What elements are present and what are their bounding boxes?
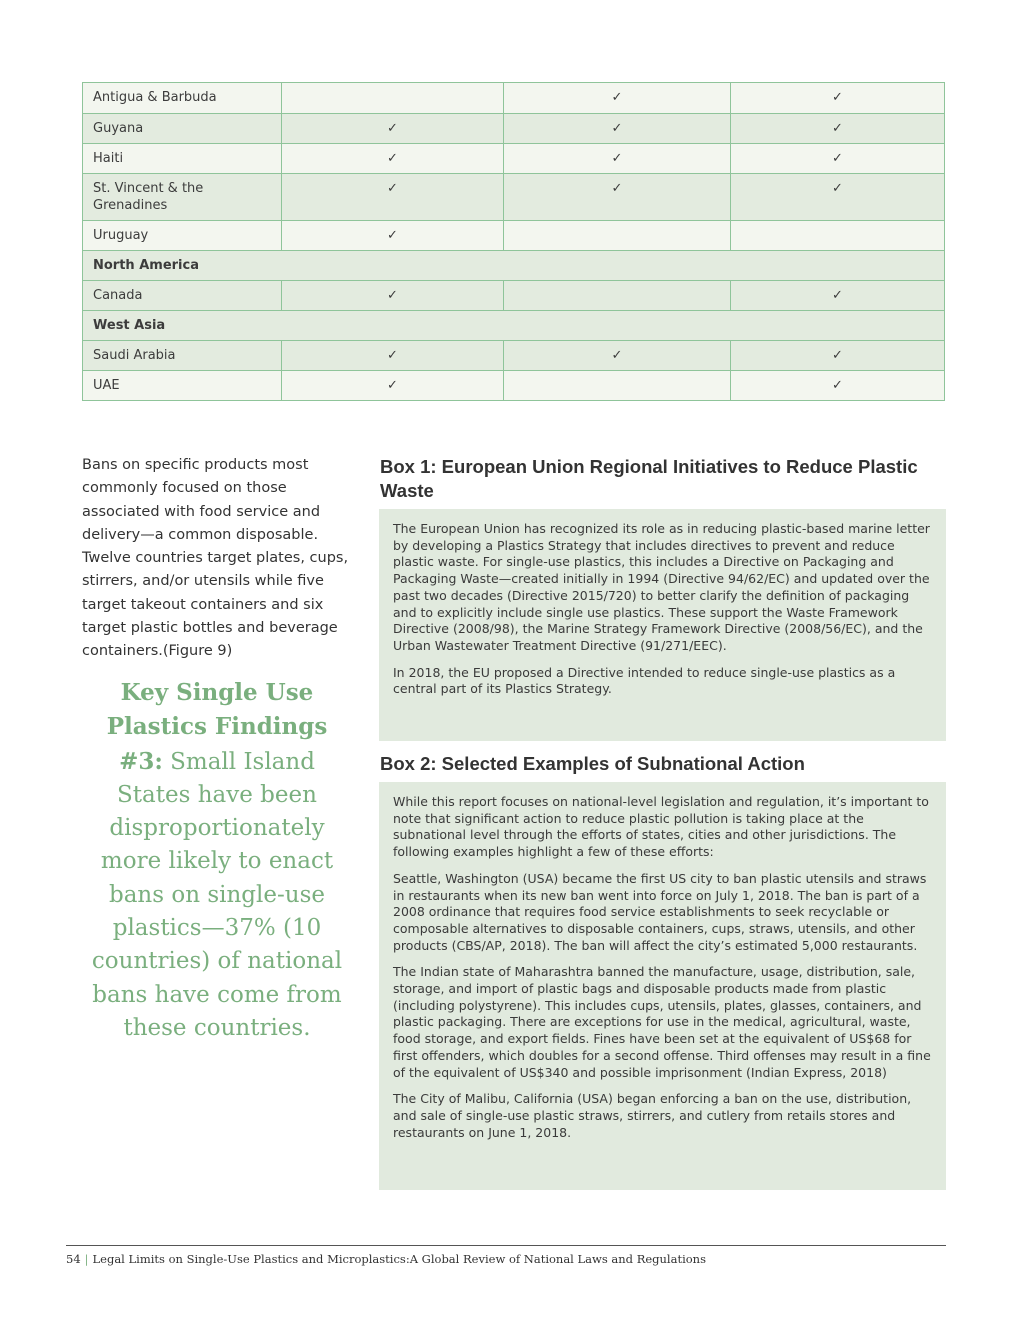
check-cell [282, 144, 504, 174]
country-name: Uruguay [93, 228, 149, 243]
check-cell [504, 221, 731, 251]
region-label [83, 251, 945, 281]
check-cell [731, 341, 945, 371]
check-cell [504, 83, 731, 114]
country-name: Canada [93, 288, 143, 303]
country-name: Guyana [93, 121, 144, 136]
checkmark-icon: ✓ [611, 348, 623, 363]
table-row [83, 281, 945, 311]
country-cell [83, 174, 282, 221]
checkmark-icon: ✓ [832, 181, 843, 196]
footer-separator: | [84, 1252, 89, 1266]
box2-paragraph: The City of Malibu, California (USA) began enforcing a ban on the use, distribution, and sale of single-use plastic straws, stirrers, and cutlery from retails stores and restaurants on June 1, 2018. [393, 1091, 912, 1140]
check-cell [731, 83, 945, 114]
checkmark-icon: ✓ [832, 288, 843, 303]
box2-paragraph: The Indian state of Maharashtra banned the manufacture, usage, distribution, sale, storage, and import of plastic bags and disposable products made from plastic (including polystyrene). This includes cups, utensils, plates, glasses, containers, and plastic packaging. There are exceptions for use in the medical, agricultural, waste, food storage, and export fields. Fines have been set at the equivalent of US$68 for first offenders, which doubles for a second offense. Third offenses may result in a fine of the equivalent of US$340 and possible imprisonment (Indian Express, 2018) [393, 964, 931, 1080]
box1-paragraph: In 2018, the EU proposed a Directive intended to reduce single-use plastics as a central part of its Plastics Strategy. [393, 664, 896, 697]
checkmark-icon: ✓ [387, 181, 398, 196]
checkmark-icon: ✓ [387, 121, 398, 136]
checkmark-icon: ✓ [832, 151, 843, 166]
table-row [83, 174, 945, 221]
region-name: West Asia [93, 318, 166, 333]
check-cell [282, 221, 504, 251]
check-cell [731, 281, 945, 311]
check-cell [731, 371, 945, 401]
box2-paragraph: While this report focuses on national-level legislation and regulation, it’s important to note that significant action to reduce plastic pollution is taking place at the subnational level through the efforts of states, cities and other jurisdictions. The following examples highlight a few of these efforts: [393, 794, 929, 860]
check-cell [282, 371, 504, 401]
checkmark-icon [292, 83, 493, 89]
callout-title: Key Single Use Plastics Findings #3: [106, 679, 328, 775]
table-row [83, 144, 945, 174]
country-cell [83, 144, 282, 174]
checkmark-icon: ✓ [387, 288, 398, 303]
checkmark-icon: ✓ [387, 228, 398, 243]
box2-title: Box 2: Selected Examples of Subnational Action [380, 753, 805, 774]
checkmark-icon: ✓ [611, 151, 623, 166]
footer-divider [66, 1245, 946, 1246]
country-cell [83, 83, 282, 114]
check-cell [504, 281, 731, 311]
checkmark-icon [514, 281, 720, 287]
checkmark-icon: ✓ [832, 121, 843, 136]
country-ban-table [82, 82, 945, 401]
table-row [83, 371, 945, 401]
country-name: Saudi Arabia [93, 348, 176, 363]
box1-paragraph: The European Union has recognized its role as in reducing plastic-based marine letter by developing a Plastics Strategy that includes directives to prevent and reduce plastic waste. For single-use plastics, this includes a Directive on Packaging and Packaging Waste—created initially in 1994 (Directive 94/62/EC) and updated over the past two decades (Directive 2015/720) to better clarify the definition of packaging and to explicitly include single use plastics. These support the Waste Framework Directive (2008/98), the Marine Strategy Framework Directive (2008/56/EC), and the Urban Wastewater Treatment Directive (91/271/EEC). [393, 521, 930, 653]
table-row [83, 114, 945, 144]
country-cell [83, 341, 282, 371]
region-name: North America [93, 258, 199, 273]
checkmark-icon [514, 371, 720, 377]
country-name: St. Vincent & the Grenadines [93, 181, 204, 213]
check-cell [504, 114, 731, 144]
check-cell [282, 341, 504, 371]
check-cell [282, 174, 504, 221]
checkmark-icon: ✓ [611, 121, 623, 136]
box1-title: Box 1: European Union Regional Initiatives to Reduce Plastic Waste [380, 456, 918, 501]
country-cell [83, 281, 282, 311]
region-header-row [83, 311, 945, 341]
footer-title: Legal Limits on Single-Use Plastics and Microplastics:A Global Review of National Laws and Regulations [92, 1252, 706, 1266]
page-footer [66, 1252, 946, 1266]
checkmark-icon: ✓ [611, 90, 623, 105]
check-cell [282, 281, 504, 311]
check-cell [731, 144, 945, 174]
country-name: UAE [93, 378, 120, 393]
country-cell [83, 221, 282, 251]
check-cell [282, 83, 504, 114]
check-cell [282, 114, 504, 144]
region-header-row [83, 251, 945, 281]
box2-body [379, 782, 946, 1190]
check-cell [504, 371, 731, 401]
checkmark-icon: ✓ [832, 378, 843, 393]
checkmark-icon: ✓ [832, 90, 843, 105]
check-cell [504, 174, 731, 221]
checkmark-icon [514, 221, 720, 227]
check-cell [504, 144, 731, 174]
country-name: Haiti [93, 151, 124, 166]
checkmark-icon: ✓ [611, 181, 623, 196]
key-finding-callout [82, 676, 352, 1045]
check-cell [731, 114, 945, 144]
region-label [83, 311, 945, 341]
callout-body: Small Island States have been disproportionately more likely to enact bans on single-use plastics—37% (10 countries) of national bans have come from these countries. [91, 748, 343, 1041]
check-cell [731, 221, 945, 251]
table-row [83, 83, 945, 114]
checkmark-icon: ✓ [387, 348, 398, 363]
page-number: 54 [66, 1252, 81, 1266]
table-row [83, 221, 945, 251]
box1-body [379, 509, 946, 741]
table-body [83, 83, 945, 401]
country-cell [83, 114, 282, 144]
country-cell [83, 371, 282, 401]
country-name: Antigua & Barbuda [93, 90, 217, 105]
checkmark-icon: ✓ [387, 151, 398, 166]
checkmark-icon: ✓ [832, 348, 843, 363]
check-cell [504, 341, 731, 371]
check-cell [731, 174, 945, 221]
body-paragraph: Bans on specific products most commonly focused on those associated with food service and delivery—a common disposable. Twelve countries target plates, cups, stirrers, and/or utensils while five target takeout containers and six target plastic bottles and beverage containers.(Figure 9) [82, 457, 349, 660]
checkmark-icon: ✓ [387, 378, 398, 393]
box2-paragraph: Seattle, Washington (USA) became the first US city to ban plastic utensils and straws in restaurants when its new ban went into force on July 1, 2018. The ban is part of a 2008 ordinance that requires food service establishments to seek recyclable or composable alternatives to disposable containers, cups, straws, utensils, and other products (CBS/AP, 2018). The ban will affect the city’s estimated 5,000 restaurants. [393, 870, 927, 953]
table-row [83, 341, 945, 371]
checkmark-icon [741, 221, 934, 227]
